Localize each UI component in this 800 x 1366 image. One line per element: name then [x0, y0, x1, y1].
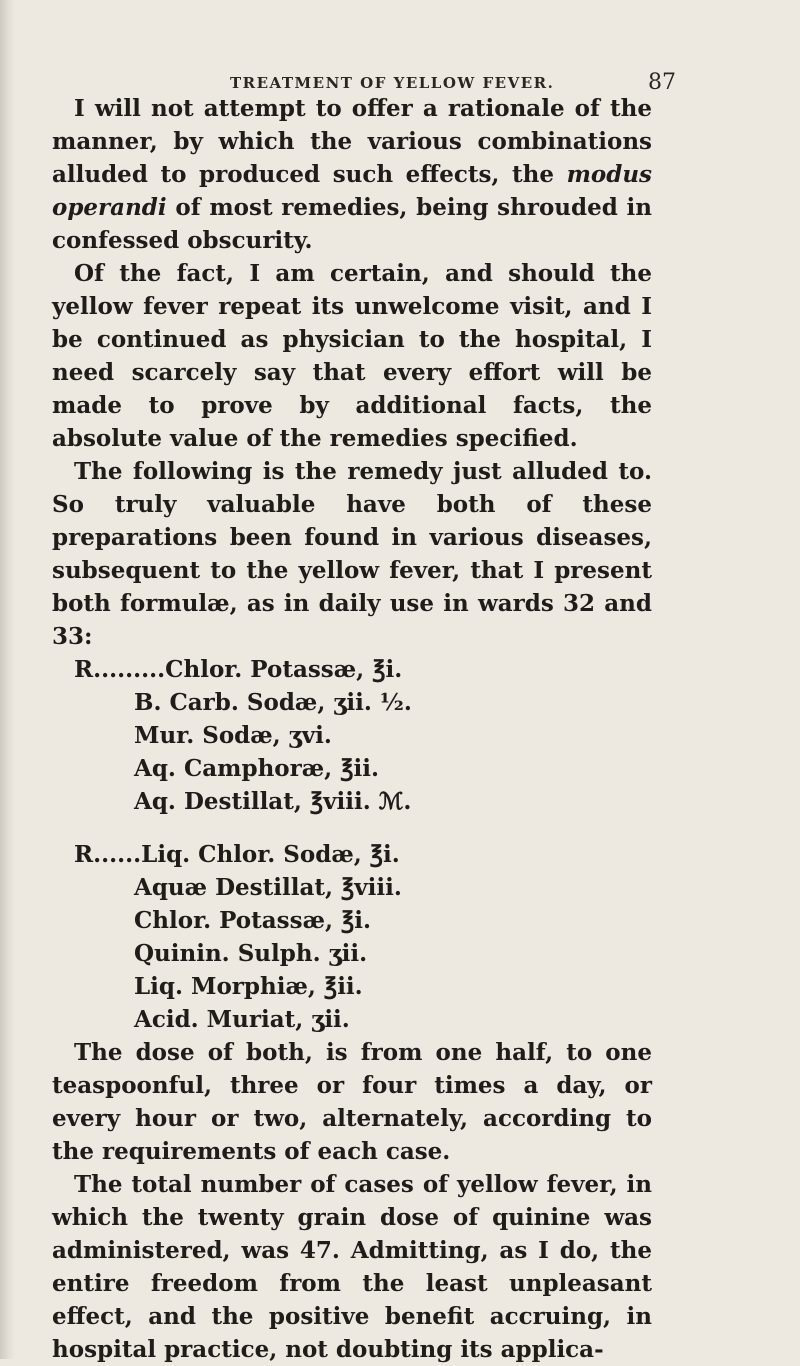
prescription-2-line: Quinin. Sulph. ʒii. [134, 940, 368, 967]
paragraph-1-part-b: of most remedies, being shrouded in confessed obscurity. [52, 194, 652, 254]
prescription-2-line: Aquæ Destillat, ℥viii. [134, 874, 402, 901]
paragraph-1-part-a: I will not attempt to offer a rationale of the manner, by which the various combinations alluded to produced such effects, the [52, 95, 652, 188]
prescription-1-line: Mur. Sodæ, ʒvi. [134, 722, 332, 749]
page-number: 87 [648, 70, 676, 95]
prescription-1-line: Aq. Destillat, ℥viii. ℳ. [134, 788, 412, 815]
prescription-2 [52, 838, 652, 1036]
prescription-2-line: Liq. Morphiæ, ℥ii. [134, 973, 363, 1000]
prescription-spacer [52, 818, 652, 838]
paragraph-2: Of the fact, I am certain, and should the yellow fever repeat its unwelcome visit, and I be continued as physician to the hospital, I need scarcely say that every effort will be made to prove by additional facts, the absolute value of the remedies specified. [52, 260, 652, 452]
paragraph-4: The dose of both, is from one half, to one teaspoonful, three or four times a day, or every hour or two, alternately, according to the requirements of each case. [52, 1039, 652, 1165]
paragraph-5: The total number of cases of yellow fever, in which the twenty grain dose of quinine was administered, was 47. Admitting, as I do, the entire freedom from the least unpleasant effect, and the positive benefit accruing, in hospital practice, not doubting its applica- [52, 1171, 652, 1363]
prescription-2-line: Acid. Muriat, ʒii. [134, 1006, 350, 1033]
paragraph-3: The following is the remedy just alluded to. So truly valuable have both of these preparations been found in various diseases, subsequent to the yellow fever, that I present both formulæ, as in daily use in wards 32 and 33: [52, 458, 652, 650]
prescription-2-head: R......Liq. Chlor. Sodæ, ℥i. [74, 841, 400, 868]
body-text [52, 92, 652, 1366]
paragraph-1 [52, 92, 652, 257]
prescription-1-line: Aq. Camphoræ, ℥ii. [134, 755, 379, 782]
running-title: TREATMENT OF YELLOW FEVER. [230, 74, 555, 92]
prescription-1-head: R.........Chlor. Potassæ, ℥i. [74, 656, 403, 683]
prescription-1 [52, 653, 652, 818]
prescription-2-line: Chlor. Potassæ, ℥i. [134, 907, 372, 934]
prescription-1-line: B. Carb. Sodæ, ʒii. ½. [134, 689, 412, 716]
paragraph-1-italic: modus operandi [52, 161, 652, 221]
